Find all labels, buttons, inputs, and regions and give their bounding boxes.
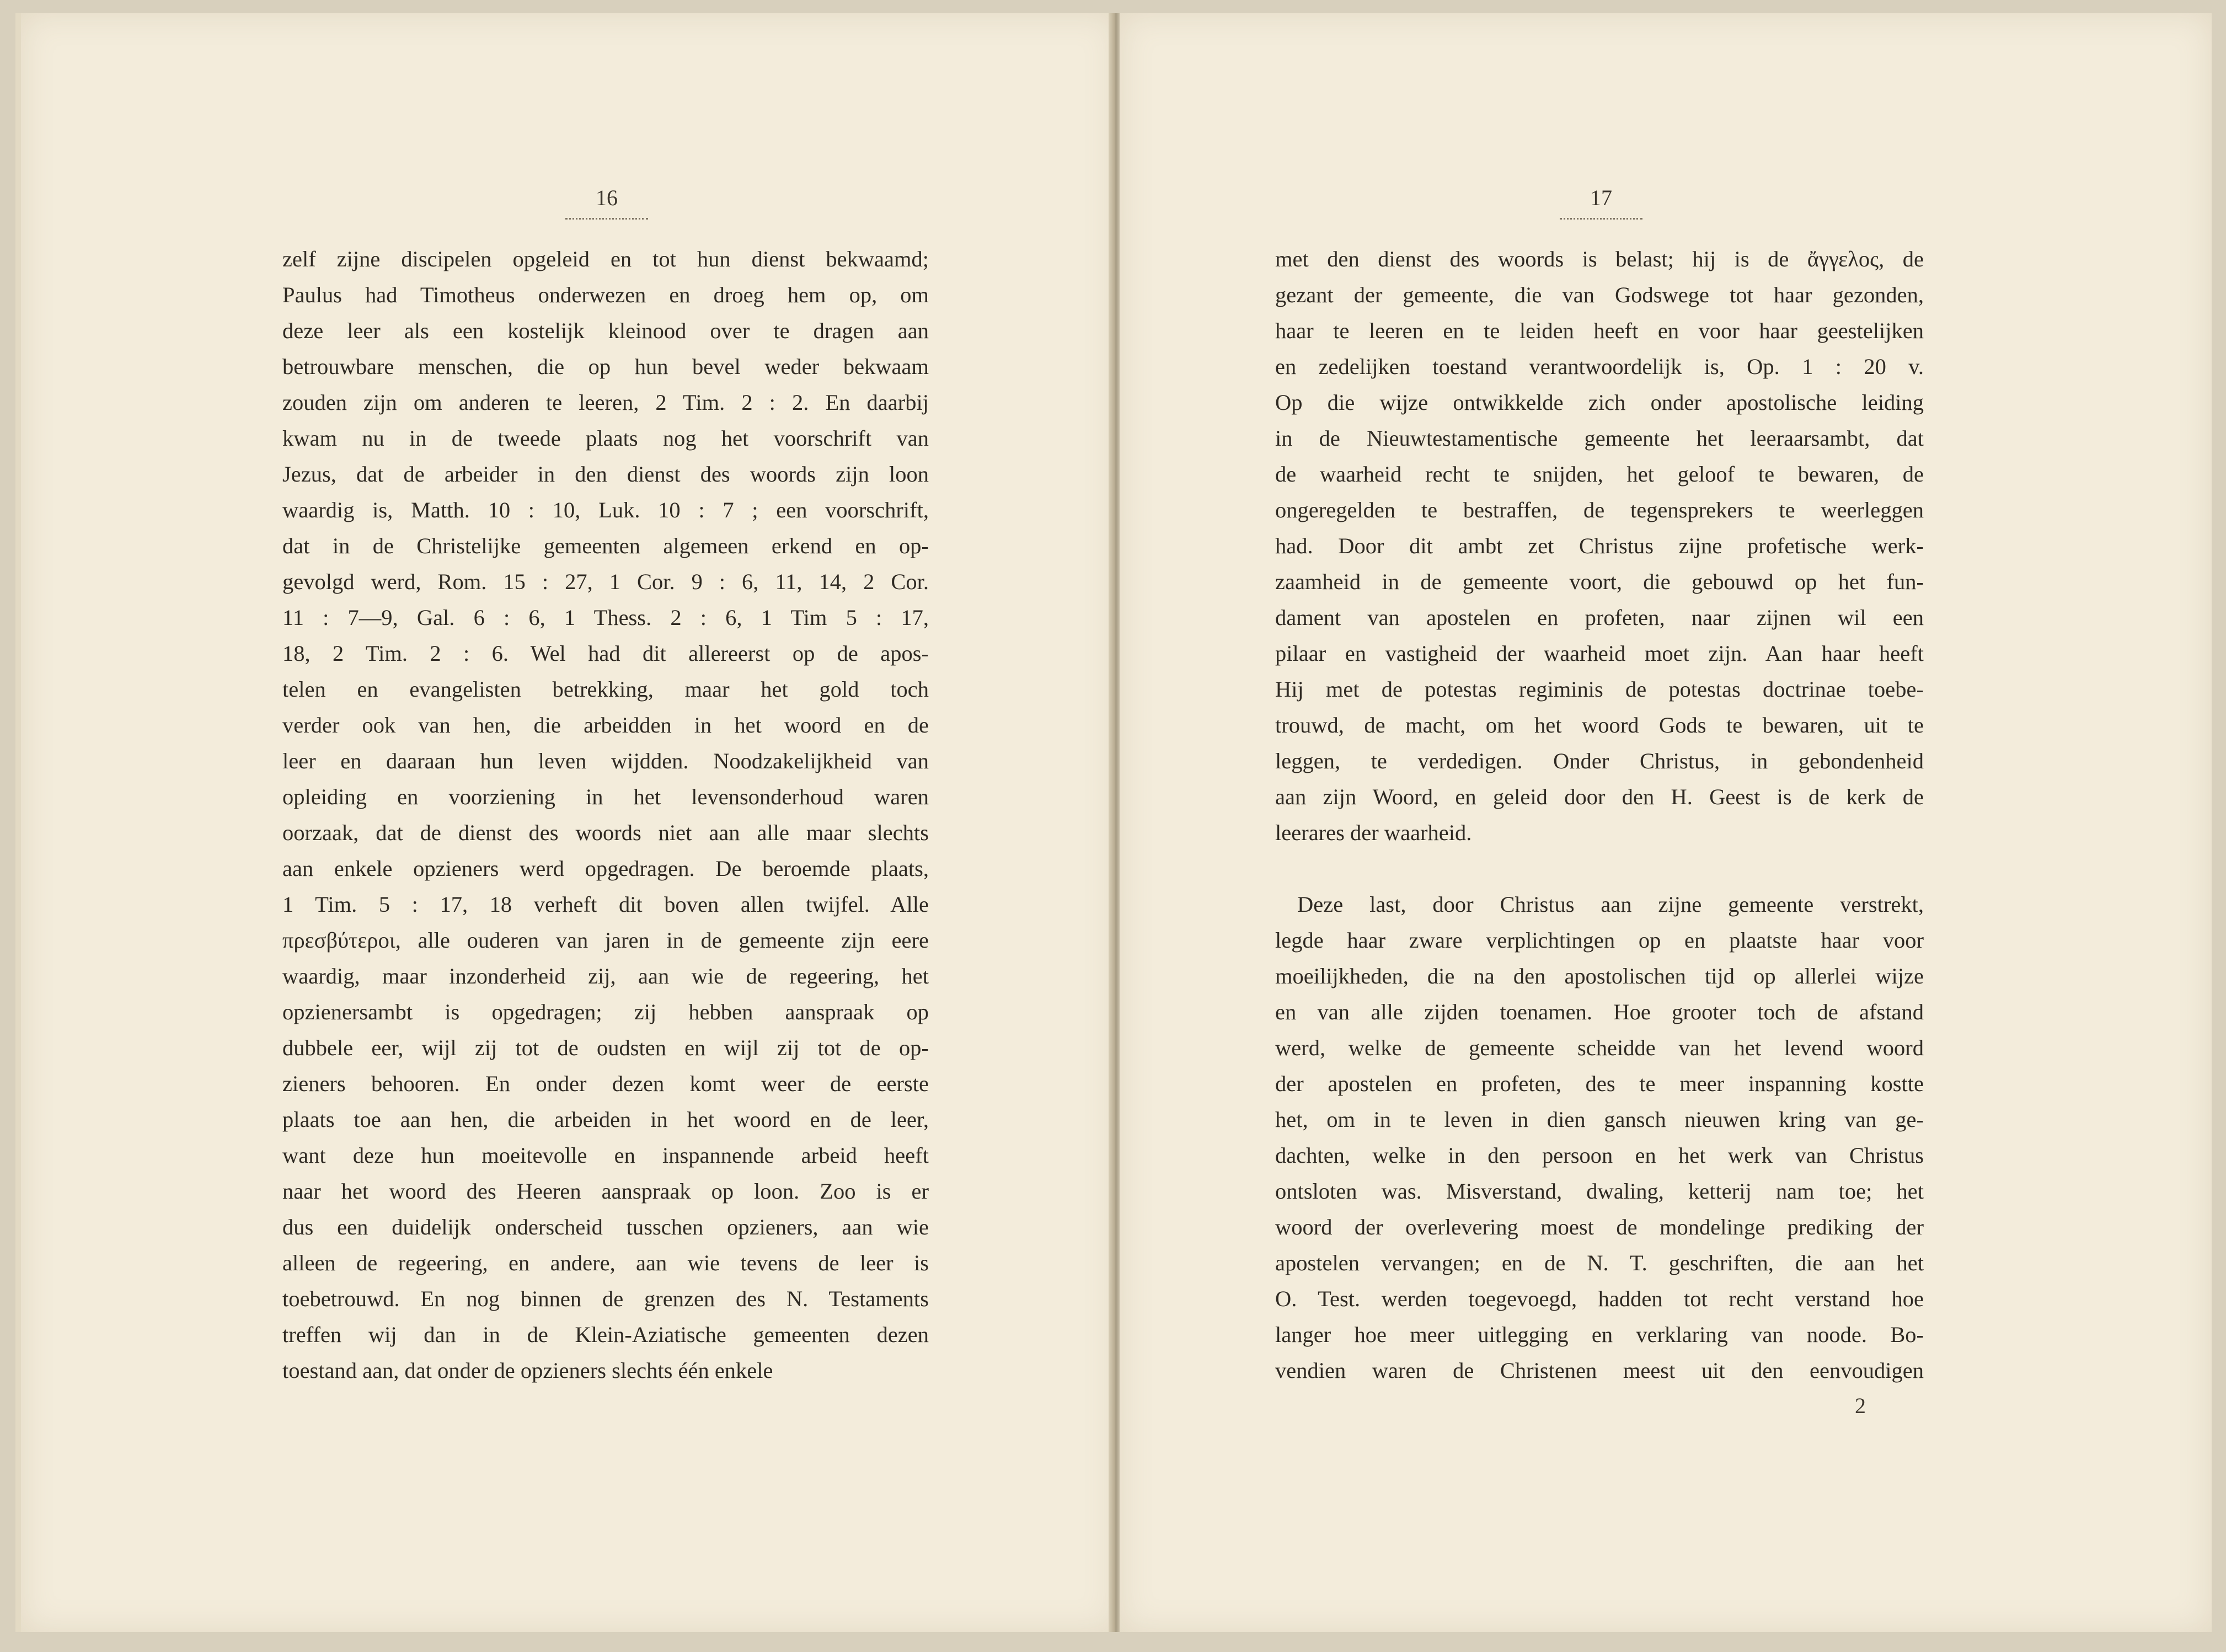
paragraph-spacer — [1275, 851, 1924, 886]
text-line: O. Test. werden toegevoegd, hadden tot recht verstand hoe — [1275, 1286, 1924, 1311]
text-line: leggen, te verdedigen. Onder Christus, in gebondenheid — [1275, 749, 1924, 773]
text-line: Deze last, door Christus aan zijne gemeente verstrekt, — [1297, 892, 1924, 917]
text-line: waardig is, Matth. 10 : 10, Luk. 10 : 7 ; een voorschrift, — [282, 498, 929, 522]
text-line: dus een duidelijk onderscheid tusschen opzieners, aan wie — [282, 1215, 929, 1239]
text-line: moeilijkheden, die na den apostolischen tijd op allerlei wijze — [1275, 964, 1924, 988]
left-page-number-rule — [565, 218, 648, 222]
text-line: alleen de regeering, en andere, aan wie tevens de leer is — [282, 1250, 929, 1275]
text-line: naar het woord des Heeren aanspraak op loon. Zoo is er — [282, 1179, 929, 1204]
text-line: 18, 2 Tim. 2 : 6. Wel had dit allereerst op de apos- — [282, 641, 929, 666]
text-line: woord der overlevering moest de mondelinge prediking der — [1275, 1215, 1924, 1239]
text-line: betrouwbare menschen, die op hun bevel weder bekwaam — [282, 354, 929, 379]
text-line: had. Door dit ambt zet Christus zijne profetische werk- — [1275, 533, 1924, 558]
right-page-number: 17 — [1590, 185, 1612, 210]
text-line: de waarheid recht te snijden, het geloof te bewaren, de — [1275, 462, 1924, 486]
text-line: Hij met de potestas regiminis de potestas doctrinae toebe- — [1275, 677, 1924, 702]
text-line: plaats toe aan hen, die arbeiden in het woord en de leer, — [282, 1107, 929, 1132]
text-line: 11 : 7—9, Gal. 6 : 6, 1 Thess. 2 : 6, 1 Tim 5 : 17, — [282, 605, 929, 630]
text-line: en van alle zijden toenamen. Hoe grooter toch de afstand — [1275, 999, 1924, 1024]
text-line: met den dienst des woords is belast; hij is de ἄγγελος, de — [1275, 247, 1924, 271]
text-line: zieners behooren. En onder dezen komt weer de eerste — [282, 1071, 929, 1096]
text-line: het, om in te leven in dien gansch nieuwen kring van ge- — [1275, 1107, 1924, 1132]
text-line: aan zijn Woord, en geleid door den H. Geest is de kerk de — [1275, 784, 1924, 809]
text-line: opleiding en voorziening in het levensonderhoud waren — [282, 784, 929, 809]
text-line: oorzaak, dat de dienst des woords niet aan alle maar slechts — [282, 820, 929, 845]
text-line: opzienersambt is opgedragen; zij hebben aanspraak op — [282, 999, 929, 1024]
text-line: toebetrouwd. En nog binnen de grenzen des N. Testaments — [282, 1286, 929, 1311]
text-line: haar te leeren en te leiden heeft en voor haar geestelijken — [1275, 318, 1924, 343]
text-line: dament van apostelen en profeten, naar zijnen wil een — [1275, 605, 1924, 630]
text-line: want deze hun moeitevolle en inspannende arbeid heeft — [282, 1143, 929, 1168]
text-line: dat in de Christelijke gemeenten algemeen erkend en op- — [282, 533, 929, 558]
right-page-number-rule — [1560, 218, 1642, 222]
text-line: gezant der gemeente, die van Godswege tot haar gezonden, — [1275, 282, 1924, 307]
text-line: verder ook van hen, die arbeidden in het woord en de — [282, 713, 929, 737]
text-line: trouwd, de macht, om het woord Gods te bewaren, uit te — [1275, 713, 1924, 737]
text-line: waardig, maar inzonderheid zij, aan wie de regeering, het — [282, 964, 929, 988]
text-line: dachten, welke in den persoon en het werk van Christus — [1275, 1143, 1924, 1168]
text-line: aan enkele opzieners werd opgedragen. De beroemde plaats, — [282, 856, 929, 881]
text-line: Op die wijze ontwikkelde zich onder apostolische leiding — [1275, 390, 1924, 415]
text-line: werd, welke de gemeente scheidde van het levend woord — [1275, 1035, 1924, 1060]
text-line: 1 Tim. 5 : 17, 18 verheft dit boven allen twijfel. Alle — [282, 892, 929, 917]
text-line: leer en daaraan hun leven wijdden. Noodzakelijkheid van — [282, 749, 929, 773]
text-line: toestand aan, dat onder de opzieners slechts één enkele — [282, 1358, 773, 1383]
left-page-text — [282, 241, 929, 1388]
text-line: leerares der waarheid. — [1275, 820, 1472, 845]
left-page-number: 16 — [596, 185, 618, 210]
text-line: Paulus had Timotheus onderwezen en droeg hem op, om — [282, 282, 929, 307]
text-line: vendien waren de Christenen meest uit den eenvoudigen — [1275, 1358, 1924, 1383]
text-line: πρεσβύτεροι, alle ouderen van jaren in de gemeente zijn eere — [282, 928, 929, 953]
text-line: langer hoe meer uitlegging en verklaring van noode. Bo- — [1275, 1322, 1924, 1347]
text-line: deze leer als een kostelijk kleinood over te dragen aan — [282, 318, 929, 343]
signature-mark: 2 — [1855, 1393, 1866, 1418]
text-line: Jezus, dat de arbeider in den dienst des woords zijn loon — [282, 462, 929, 486]
text-line: ontsloten was. Misverstand, dwaling, ketterij nam toe; het — [1275, 1179, 1924, 1204]
text-line: pilaar en vastigheid der waarheid moet zijn. Aan haar heeft — [1275, 641, 1924, 666]
text-line: legde haar zware verplichtingen op en plaatste haar voor — [1275, 928, 1924, 953]
text-line: zelf zijne discipelen opgeleid en tot hun dienst bekwaamd; — [282, 247, 929, 271]
text-line: apostelen vervangen; en de N. T. geschriften, die aan het — [1275, 1250, 1924, 1275]
text-line: en zedelijken toestand verantwoordelijk is, Op. 1 : 20 v. — [1275, 354, 1924, 379]
text-line: gevolgd werd, Rom. 15 : 27, 1 Cor. 9 : 6, 11, 14, 2 Cor. — [282, 569, 929, 594]
text-line: kwam nu in de tweede plaats nog het voorschrift van — [282, 426, 929, 451]
text-line: dubbele eer, wijl zij tot de oudsten en wijl zij tot de op- — [282, 1035, 929, 1060]
text-line: zaamheid in de gemeente voort, die gebouwd op het fun- — [1275, 569, 1924, 594]
text-line: in de Nieuwtestamentische gemeente het leeraarsambt, dat — [1275, 426, 1924, 451]
text-line: treffen wij dan in de Klein-Aziatische gemeenten dezen — [282, 1322, 929, 1347]
text-line: der apostelen en profeten, des te meer inspanning kostte — [1275, 1071, 1924, 1096]
text-line: zouden zijn om anderen te leeren, 2 Tim. 2 : 2. En daarbij — [282, 390, 929, 415]
text-line: ongeregelden te bestraffen, de tegensprekers te weerleggen — [1275, 498, 1924, 522]
text-line: telen en evangelisten betrekking, maar het gold toch — [282, 677, 929, 702]
right-page-text — [1275, 241, 1924, 1388]
